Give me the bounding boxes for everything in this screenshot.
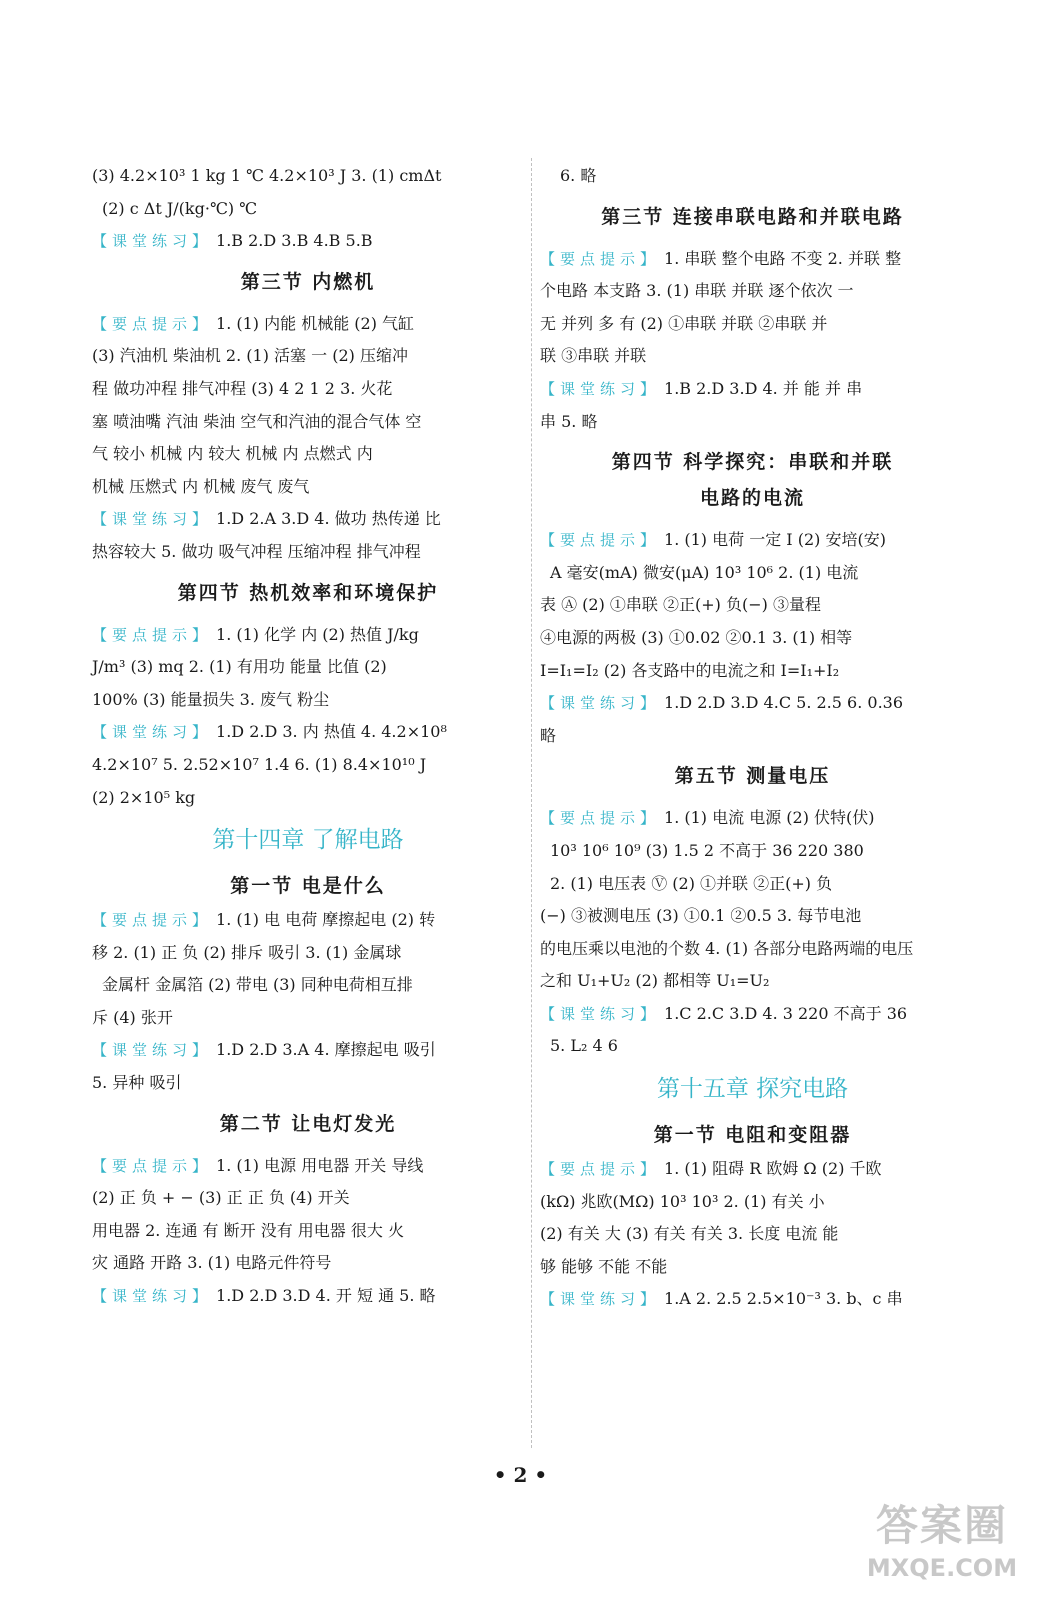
label-tag: 【课堂练习】 [540,694,661,713]
section-title: 第三节 内燃机 [240,270,376,293]
answer-text: (2) 正 负 + − (3) 正 正 负 (4) 开关 [92,1188,350,1208]
label-tag: 【课堂练习】 [92,1287,213,1306]
answer-line [92,969,524,1002]
answer-line [92,438,524,471]
answer-text: 1.D 2.D 3.A 4. 摩擦起电 吸引 [216,1040,436,1060]
answer-line [540,933,965,966]
answer-text: (3) 汽油机 柴油机 2. (1) 活塞 一 (2) 压缩冲 [92,346,408,366]
answer-text: 5. L₂ 4 6 [550,1036,618,1056]
answer-text: 1.C 2.C 3.D 4. 3 220 不高于 36 [664,1003,908,1023]
answer-line [540,802,965,835]
answer-line [92,619,524,652]
answer-line [92,536,524,569]
answer-text: 1. (1) 电荷 一定 I (2) 安培(安) [664,530,886,550]
answer-text: 1.B 2.D 3.D 4. 并 能 并 串 [664,378,863,398]
answer-text: (2) c Δt J/(kg·℃) ℃ [102,198,258,218]
answer-text: 1. (1) 阻碍 R 欧姆 Ω (2) 千欧 [664,1159,882,1179]
answer-line [92,160,524,193]
answer-line [92,308,524,341]
answer-line [92,406,524,439]
answer-text: 够 能够 不能 不能 [540,1256,668,1276]
answer-text: 用电器 2. 连通 有 断开 没有 用电器 很大 火 [92,1220,404,1240]
answer-line [540,1251,965,1284]
answer-text: 机械 压燃式 内 机械 废气 废气 [92,476,310,496]
answer-line [540,308,965,341]
answer-line [540,998,965,1031]
column-divider [531,158,532,1448]
answer-line [92,1215,524,1248]
answer-text: 4.2×10⁷ 5. 2.52×10⁷ 1.4 6. (1) 8.4×10¹⁰ J [92,754,427,774]
answer-text: 无 并列 多 有 (2) ①串联 并联 ②串联 并 [540,313,828,333]
section-title: 第二节 让电灯发光 [219,1112,397,1135]
answer-line [92,716,524,749]
answer-line [540,160,965,193]
answer-line [540,373,965,406]
answer-line [540,1030,965,1063]
section-title: 第四节 科学探究：串联和并联 [611,451,894,474]
label-tag: 【要点提示】 [92,625,213,644]
answer-text: 6. 略 [560,166,597,185]
answer-line [540,622,965,655]
answer-line [92,1247,524,1280]
answer-text: ④电源的两极 (3) ①0.02 ②0.1 3. (1) 相等 [540,627,853,647]
answer-line [540,900,965,933]
answer-line [92,1002,524,1035]
answer-text: 灾 通路 开路 3. (1) 电路元件符号 [92,1253,332,1273]
answer-text: 1.D 2.D 3.D 4. 开 短 通 5. 略 [216,1286,436,1306]
answer-text: 塞 喷油嘴 汽油 柴油 空气和汽油的混合气体 空 [92,411,422,431]
answer-line [92,749,524,782]
answer-line [92,937,524,970]
chapter-title: 第十五章 探究电路 [656,1076,849,1103]
answer-line [540,868,965,901]
answer-text: J/m³ (3) mq 2. (1) 有用功 能量 比值 (2) [92,657,387,677]
answer-line [92,1067,524,1100]
answer-line [540,340,965,373]
section-title: 第四节 热机效率和环境保护 [177,581,439,604]
label-tag: 【课堂练习】 [92,1041,213,1060]
answer-line [92,193,524,226]
right-column [540,160,965,1316]
answer-text: 1.B 2.D 3.B 4.B 5.B [216,231,373,251]
answer-line [540,965,965,998]
answer-line [92,1280,524,1313]
answer-text: (−) ③被测电压 (3) ①0.1 ②0.5 3. 每节电池 [540,906,862,926]
answer-line [540,655,965,688]
answer-line [540,720,965,753]
label-tag: 【课堂练习】 [540,1004,661,1023]
answer-line [540,1153,965,1186]
answer-text: 个电路 本支路 3. (1) 串联 并联 逐个依次 一 [540,281,854,301]
answer-text: 1. (1) 电流 电源 (2) 伏特(伏) [664,808,875,828]
label-tag: 【课堂练习】 [540,1290,661,1309]
answer-text: 2. (1) 电压表 Ⓥ (2) ①并联 ②正(+) 负 [550,873,833,893]
section-title: 第三节 连接串联电路和并联电路 [601,205,904,228]
answer-text: 串 5. 略 [540,411,598,431]
section-title: 电路的电流 [699,487,805,510]
page-number: • 2 • [493,1463,548,1487]
answer-text: 斥 (4) 张开 [92,1007,173,1027]
answer-text: 1. (1) 电 电荷 摩擦起电 (2) 转 [216,910,436,930]
answer-text: (2) 有关 大 (3) 有关 有关 3. 长度 电流 能 [540,1224,839,1244]
answer-line [92,1034,524,1067]
answer-text: (2) 2×10⁵ kg [92,787,196,807]
answer-line [92,684,524,717]
answer-line [92,1182,524,1215]
label-tag: 【要点提示】 [540,1160,661,1179]
answer-text: 略 [540,725,557,745]
answer-text: 热容较大 5. 做功 吸气冲程 压缩冲程 排气冲程 [92,541,421,561]
answer-text: 1. (1) 内能 机械能 (2) 气缸 [216,313,415,333]
answer-text: (kΩ) 兆欧(MΩ) 10³ 10³ 2. (1) 有关 小 [540,1191,825,1211]
answer-text: 程 做功冲程 排气冲程 (3) 4 2 1 2 3. 火花 [92,378,393,398]
answer-line [92,340,524,373]
label-tag: 【课堂练习】 [540,379,661,398]
answer-line [540,589,965,622]
answer-line [540,1283,965,1316]
answer-line [540,557,965,590]
watermark-main: 答案圈 [875,1501,1008,1550]
label-tag: 【要点提示】 [540,249,661,268]
label-tag: 【要点提示】 [92,314,213,333]
answer-text: 表 Ⓐ (2) ①串联 ②正(+) 负(−) ③量程 [540,595,821,615]
label-tag: 【课堂练习】 [92,723,213,742]
label-tag: 【课堂练习】 [92,510,213,529]
answer-line [540,275,965,308]
section-title: 第五节 测量电压 [674,765,831,788]
answer-line [540,406,965,439]
answer-line [540,1186,965,1219]
answer-text: 气 较小 机械 内 较大 机械 内 点燃式 内 [92,444,373,464]
answer-text: 联 ③串联 并联 [540,346,647,366]
answer-line [92,1150,524,1183]
answer-line [92,782,524,815]
answer-line [540,243,965,276]
answer-line [92,651,524,684]
answer-text: 1. (1) 化学 内 (2) 热值 J/kg [216,624,419,644]
answer-line [540,1218,965,1251]
watermark-sub: MXQE.COM [866,1554,1018,1582]
watermark-logo [857,1498,1027,1594]
answer-text: 移 2. (1) 正 负 (2) 排斥 吸引 3. (1) 金属球 [92,942,402,962]
answer-line [92,373,524,406]
answer-text: 1.D 2.A 3.D 4. 做功 热传递 比 [216,509,441,529]
label-tag: 【要点提示】 [540,809,661,828]
answer-text: (3) 4.2×10³ 1 kg 1 ℃ 4.2×10³ J 3. (1) cmΔt [92,166,442,185]
answer-text: 1.A 2. 2.5 2.5×10⁻³ 3. b、c 串 [664,1289,903,1309]
chapter-title: 第十四章 了解电路 [212,827,404,854]
answer-line [92,503,524,536]
label-tag: 【要点提示】 [92,1156,213,1175]
answer-text: A 毫安(mA) 微安(μA) 10³ 10⁶ 2. (1) 电流 [550,562,859,582]
answer-text: 100% (3) 能量损失 3. 废气 粉尘 [92,689,330,709]
answer-text: 5. 异种 吸引 [92,1073,182,1093]
answer-text: 金属杆 金属箔 (2) 带电 (3) 同种电荷相互排 [102,975,413,995]
answer-text: I=I₁=I₂ (2) 各支路中的电流之和 I=I₁+I₂ [540,660,840,680]
label-tag: 【课堂练习】 [92,232,213,251]
answer-text: 1.D 2.D 3. 内 热值 4. 4.2×10⁸ [216,722,447,742]
answer-line [92,904,524,937]
answer-text: 1. 串联 整个电路 不变 2. 并联 整 [664,248,902,268]
left-column [92,160,524,1313]
label-tag: 【要点提示】 [92,911,213,930]
answer-line [92,471,524,504]
section-title: 第一节 电阻和变阻器 [653,1124,852,1147]
section-title: 第一节 电是什么 [230,875,386,898]
answer-line [92,225,524,258]
answer-text: 1. (1) 电源 用电器 开关 导线 [216,1155,424,1175]
answer-text: 之和 U₁+U₂ (2) 都相等 U₁=U₂ [540,971,770,991]
answer-line [540,835,965,868]
answer-text: 10³ 10⁶ 10⁹ (3) 1.5 2 不高于 36 220 380 [550,840,864,860]
answer-line [540,687,965,720]
label-tag: 【要点提示】 [540,531,661,550]
answer-text: 1.D 2.D 3.D 4.C 5. 2.5 6. 0.36 [664,693,904,713]
answer-text: 的电压乘以电池的个数 4. (1) 各部分电路两端的电压 [540,938,914,958]
answer-line [540,524,965,557]
